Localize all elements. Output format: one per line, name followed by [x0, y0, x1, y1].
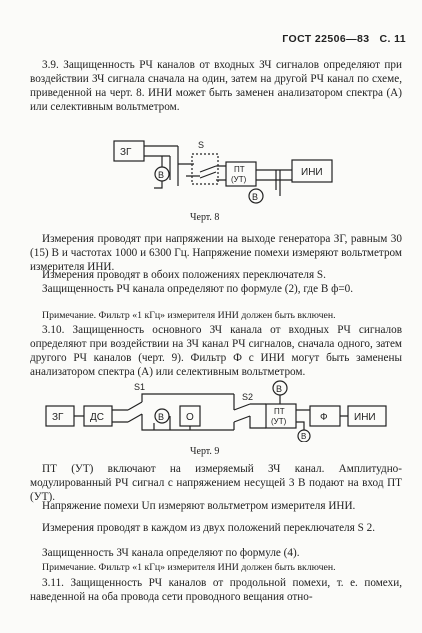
paragraph-formula: Защищенность РЧ канала определяют по формуле (2), где B ф=0. [42, 283, 354, 295]
modulator-label: ДС [90, 412, 104, 423]
meter-label: ИНИ [354, 412, 376, 423]
paragraph-pt: ПТ (УТ) включают на измеряемый ЗЧ канал. Амплитудно-модулированный РЧ сигнал с напряжением несущей 3 В подают на вход ПТ (УТ). [30, 463, 402, 504]
meter-label: ИНИ [301, 167, 323, 178]
paragraph-measure-1: Измерения проводят при напряжении на выходе генератора ЗГ, равным 30 (15) В и частотах 1000 и 6300 Гц. Напряжение помехи измеряют вольтметром измерителя ИНИ. [30, 233, 402, 274]
figure-9-caption: Черт. 9 [190, 446, 220, 457]
page-number: С. 11 [379, 33, 406, 45]
converter-label-1: ПТ [234, 165, 245, 174]
voltmeter-label-2: В [252, 192, 259, 202]
generator-label: ЗГ [52, 412, 64, 423]
note-1: Примечание. Фильтр «1 кГц» измерителя ИНИ должен быть включен. [42, 310, 336, 321]
switch-1-label: S1 [134, 382, 146, 392]
section-3-11: 3.11. Защищенность РЧ каналов от продольной помехи, т. е. помехи, наведенной на оба провода сети проводного вещания отно- [30, 577, 402, 604]
voltmeter-label: В [158, 412, 165, 422]
switch-label: S [198, 140, 205, 150]
paragraph-noise: Напряжение помехи Uп измеряют вольтметром измерителя ИНИ. [42, 500, 356, 512]
section-3-9: 3.9. Защищенность РЧ каналов от входных ЗЧ сигналов определяют при воздействии ЗЧ сигнала сначала на один, затем на другой РЧ канал по схеме, приведенной на черт. 8. ИНИ может быть заменен анализатором спектра (А) или селективным вольтметром. [30, 59, 402, 114]
figure-8-caption: Черт. 8 [190, 212, 220, 223]
filter-label: Ф [320, 412, 328, 423]
voltmeter-label-2: В [276, 384, 283, 394]
voltmeter-label-3: В [301, 432, 307, 441]
page-header [282, 33, 406, 45]
voltmeter-label: В [158, 170, 165, 180]
paragraph-formula-2: Защищенность ЗЧ канала определяют по формуле (4). [42, 547, 300, 559]
section-3-10: 3.10. Защищенность основного ЗЧ канала от входных РЧ сигналов определяют при воздействии на ЗЧ канал РЧ сигналов, сначала одного, затем другого РЧ каналов (черт. 9). Фильтр Ф с ИНИ могут быть заменены анализатором спектра (А) или селективным вольтметром. [30, 324, 402, 379]
figure-8-diagram [108, 134, 358, 206]
converter-label-2: (УТ) [231, 175, 247, 184]
oscillator-label: О [186, 412, 194, 423]
paragraph-measure-2: Измерения проводят в обоих положениях переключателя S. [42, 269, 326, 281]
converter-label-2: (УТ) [271, 417, 287, 426]
converter-label-1: ПТ [274, 407, 285, 416]
paragraph-measure-3: Измерения проводят в каждом из двух положений переключателя S 2. [42, 522, 375, 534]
note-2: Примечание. Фильтр «1 кГц» измерителя ИНИ должен быть включен. [42, 562, 336, 573]
switch-2-label: S2 [242, 392, 254, 402]
figure-9-diagram [44, 378, 390, 442]
generator-label: ЗГ [120, 147, 132, 158]
standard-number: ГОСТ 22506—83 [282, 33, 370, 45]
